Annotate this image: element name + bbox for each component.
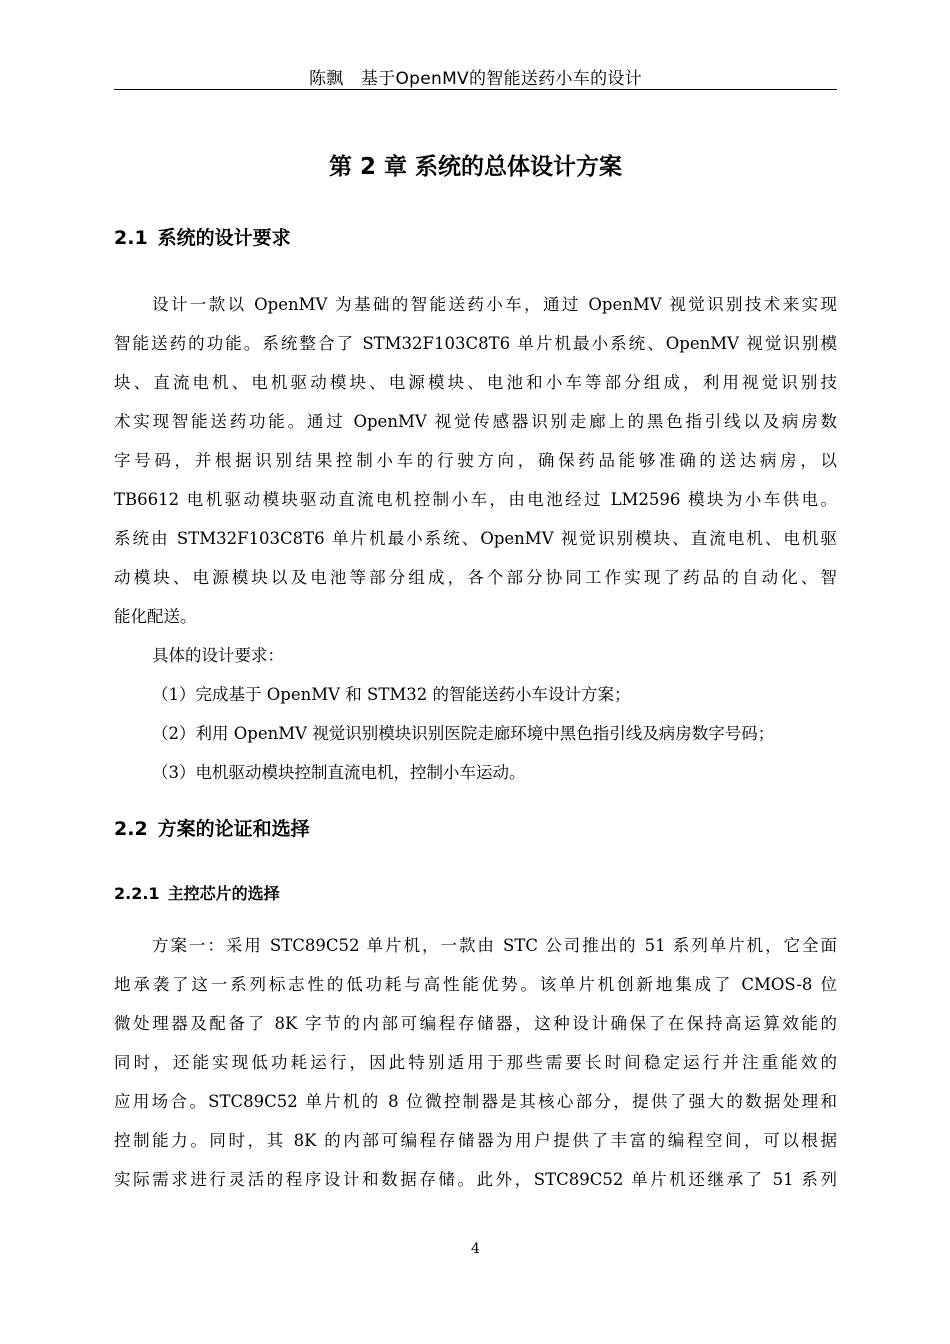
- section-heading-2-1: [114, 224, 291, 252]
- paragraph-line: 微处理器及配备了 8K 字节的内部可编程存储器，这种设计确保了在保持高运算效能的: [114, 1014, 837, 1033]
- subsection-title: 主控芯片的选择: [167, 884, 280, 903]
- chip-selection-paragraph: [114, 926, 837, 1199]
- paragraph-line: 智能送药的功能。系统整合了 STM32F103C8T6 单片机最小系统、OpenMV 视觉识别模: [114, 334, 837, 353]
- subsection-heading-2-2-1: [114, 882, 280, 906]
- paragraph-line: 字号码，并根据识别结果控制小车的行驶方向，确保药品能够准确的送达病房，以: [114, 451, 837, 470]
- chapter-title: 第 2 章 系统的总体设计方案: [328, 154, 623, 180]
- requirement-item: （3）电机驱动模块控制直流电机，控制小车运动。: [152, 763, 526, 782]
- section-title: 系统的设计要求: [157, 227, 291, 249]
- paragraph-line: 设计一款以 OpenMV 为基础的智能送药小车，通过 OpenMV 视觉识别技术来实现: [152, 295, 837, 314]
- section-number: 2.2: [114, 818, 148, 840]
- paragraph-line: 术实现智能送药功能。通过 OpenMV 视觉传感器识别走廊上的黑色指引线以及病房数: [114, 412, 837, 431]
- paragraph-line: 能化配送。: [114, 607, 197, 626]
- paragraph-line: 地承袭了这一系列标志性的低功耗与高性能优势。该单片机创新地集成了 CMOS-8 位: [114, 975, 837, 994]
- section-title: 方案的论证和选择: [157, 818, 310, 840]
- design-paragraph: [114, 285, 837, 792]
- paragraph-line: 动模块、电源模块以及电池等部分组成，各个部分协同工作实现了药品的自动化、智: [114, 568, 837, 587]
- paragraph-line: TB6612 电机驱动模块驱动直流电机控制小车，由电池经过 LM2596 模块为小车供电。: [114, 490, 837, 509]
- paragraph-line: 系统由 STM32F103C8T6 单片机最小系统、OpenMV 视觉识别模块、直流电机、电机驱: [114, 529, 837, 548]
- requirements-intro: 具体的设计要求：: [152, 646, 284, 665]
- subsection-number: 2.2.1: [114, 884, 160, 903]
- paragraph-line: 同时，还能实现低功耗运行，因此特别适用于那些需要长时间稳定运行并注重能效的: [114, 1053, 837, 1072]
- paragraph-line: 控制能力。同时，其 8K 的内部可编程存储器为用户提供了丰富的编程空间，可以根据: [114, 1131, 837, 1150]
- running-header: 陈飘 基于OpenMV的智能送药小车的设计: [308, 69, 642, 89]
- paragraph-line: 实际需求进行灵活的程序设计和数据存储。此外，STC89C52 单片机还继承了 51 系列: [114, 1170, 837, 1189]
- requirement-item: （2）利用 OpenMV 视觉识别模块识别医院走廊环境中黑色指引线及病房数字号码；: [152, 724, 775, 743]
- paragraph-line: 应用场合。STC89C52 单片机的 8 位微控制器是其核心部分，提供了强大的数据处理和: [114, 1092, 837, 1111]
- paragraph-line: 方案一：采用 STC89C52 单片机，一款由 STC 公司推出的 51 系列单片机，它全面: [152, 936, 837, 955]
- section-number: 2.1: [114, 227, 148, 249]
- page-number: 4: [471, 1241, 480, 1257]
- paragraph-line: 块、直流电机、电机驱动模块、电源模块、电池和小车等部分组成，利用视觉识别技: [114, 373, 837, 392]
- section-heading-2-2: [114, 815, 310, 843]
- header-divider: [114, 89, 837, 90]
- requirement-item: （1）完成基于 OpenMV 和 STM32 的智能送药小车设计方案；: [152, 685, 631, 704]
